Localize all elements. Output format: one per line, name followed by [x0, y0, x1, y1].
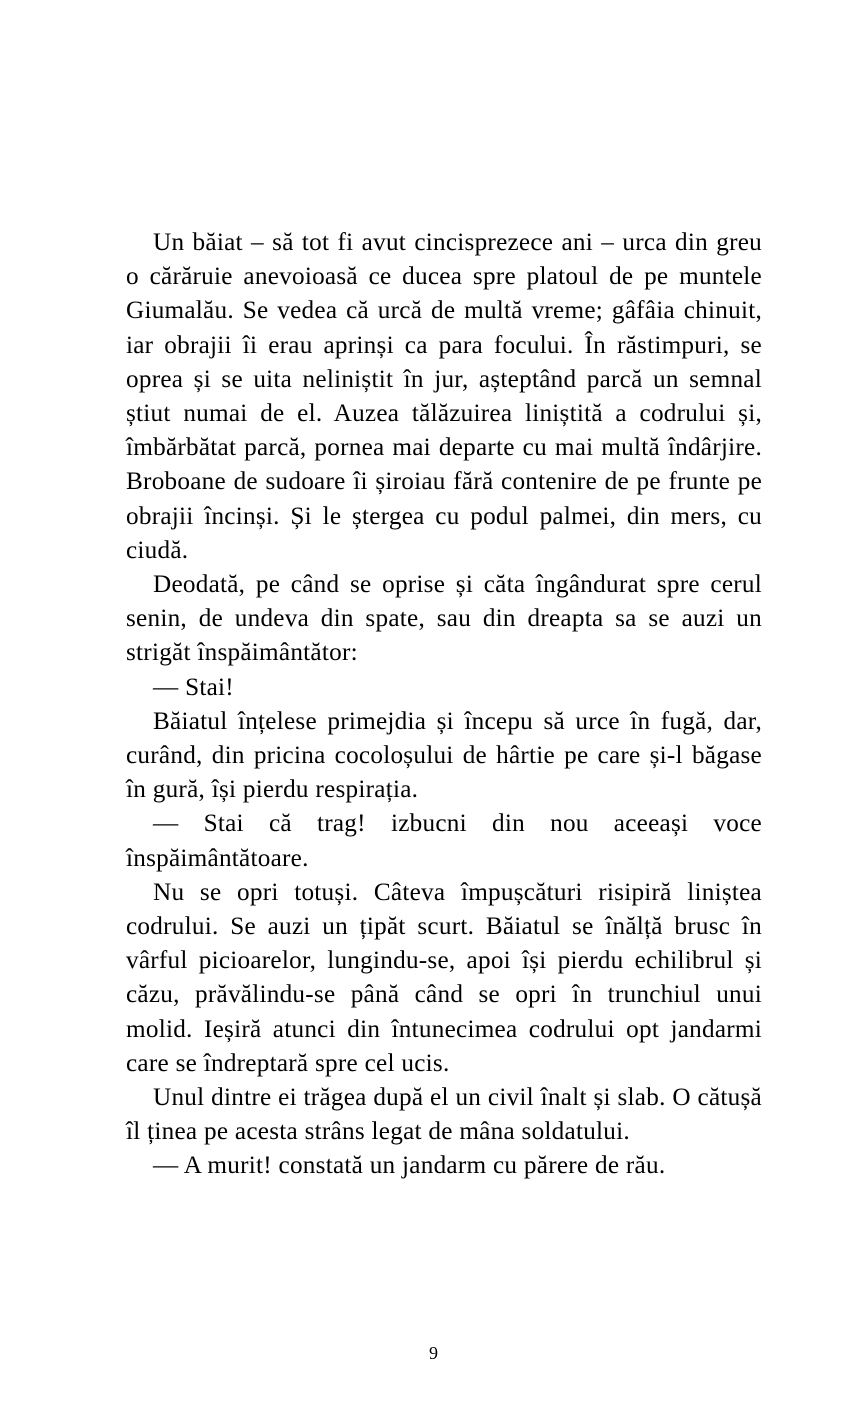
paragraph: Deodată, pe când se oprise și căta îngândurat spre cerul senin, de undeva din spate, sau din dreapta sa se auzi un strigăt înspăimântător: [126, 571, 762, 667]
paragraph: Unul dintre ei trăgea după el un civil înalt și slab. O cătușă îl ținea pe acesta strâns legat de mâna soldatului. [126, 1084, 762, 1146]
paragraph: Nu se opri totuși. Câteva împușcături risipiră liniștea codrului. Se auzi un țipăt scurt. Băiatul se înălță brusc în vârful picioarelor, lungindu-se, apoi își pierdu echilibrul și căzu, prăvălindu-se până când se opri în trunchiul unui molid. Ieșiră atunci din întunecimea codrului opt jandarmi care se îndreptară spre cel ucis. [126, 878, 762, 1077]
body-text-block [126, 226, 762, 1184]
dialogue-line: — A murit! constată un jandarm cu părere de rău. [153, 1152, 666, 1180]
dialogue-line: — Stai! [153, 673, 234, 701]
paragraph: Băiatul înțelese primejdia și începu să urce în fugă, dar, curând, din pricina cocoloșului de hârtie pe care și-l băgase în gură, își pierdu respirația. [126, 707, 762, 804]
paragraph: Un băiat – să tot fi avut cincisprezece ani – urca din greu o cărăruie anevoioasă ce ducea spre platoul de pe muntele Giumalău. Se vedea că urcă de multă vreme; gâfâia chinuit, iar obrajii îi erau aprinși ca para focului. În răstimpuri, se oprea și se uita neliniștit în jur, așteptând parcă un semnal știut numai de el. Auzea tălăzuirea liniștită a codrului și, îmbărbătat parcă, pornea mai departe cu mai multă îndârjire. Broboane de sudoare îi șiroiau fără contenire de pe frunte pe obrajii încinși. Și le ștergea cu podul palmei, din mers, cu ciudă. [126, 229, 762, 564]
page-number: 9 [429, 1343, 438, 1363]
dialogue-line: — Stai că trag! izbucni din nou aceeași voce înspăimântătoare. [126, 810, 762, 872]
